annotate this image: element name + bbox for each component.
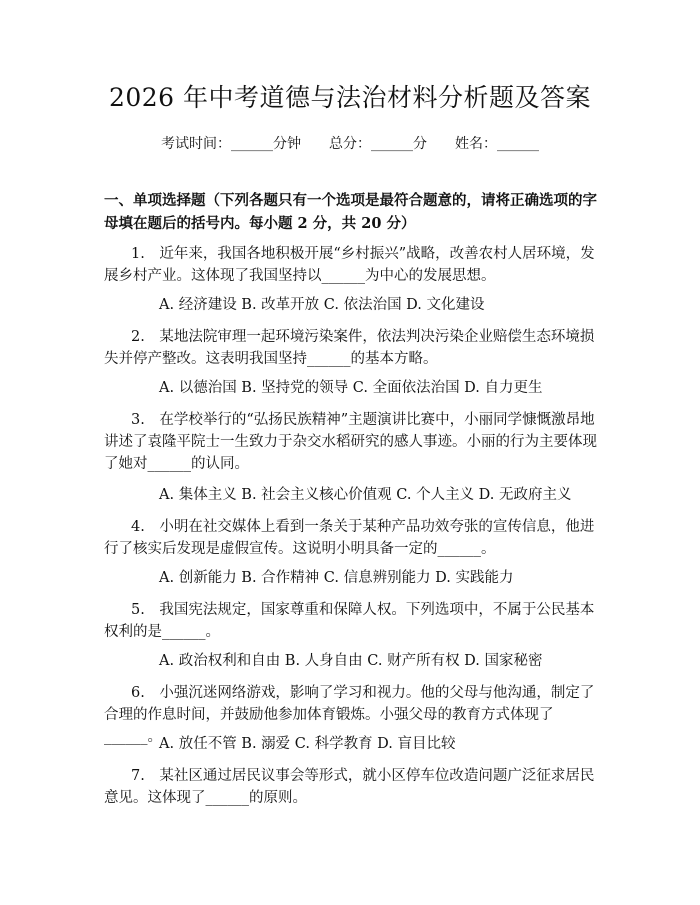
question-3: 3. 在学校举行的“弘扬民族精神”主题演讲比赛中，小丽同学慷慨激昂地讲述了袁隆平院士一生致力于杂交水稻研究的感人事迹。小丽的行为主要体现了她对______的认同。 (104, 412, 597, 472)
question-2-options: A. 以德治国 B. 坚持党的领导 C. 全面依法治国 D. 自力更生 (159, 380, 543, 396)
exam-time-field: 考试时间：______分钟 (161, 136, 301, 152)
question-1: 1. 近年来，我国各地积极开展“乡村振兴”战略，改善农村人居环境，发展乡村产业。这体现了我国坚持以______为中心的发展思想。 (104, 246, 595, 284)
question-6: 6. 小强沉迷网络游戏，影响了学习和视力。他的父母与他沟通，制定了合理的作息时间，并鼓励他参加体育锻炼。小强父母的教育方式体现了______。 (104, 685, 595, 745)
document-title: 2026 年中考道德与法治材料分析题及答案 (108, 83, 592, 112)
question-4-options: A. 创新能力 B. 合作精神 C. 信息辨别能力 D. 实践能力 (159, 570, 514, 586)
question-5: 5. 我国宪法规定，国家尊重和保障人权。下列选项中，不属于公民基本权利的是______。 (104, 602, 595, 640)
total-score-field: 总分：______分 (329, 136, 427, 152)
question-3-options: A. 集体主义 B. 社会主义核心价值观 C. 个人主义 D. 无政府主义 (159, 487, 572, 503)
section-heading: 一、单项选择题（下列各题只有一个选项是最符合题意的，请将正确选项的字母填在题后的括号内。每小题 2 分，共 20 分） (104, 192, 597, 232)
question-4: 4. 小明在社交媒体上看到一条关于某种产品功效夸张的宣传信息，他进行了核实后发现是虚假宣传。这说明小明具备一定的______。 (104, 519, 595, 557)
student-name-field: 姓名：______ (455, 136, 539, 152)
question-2: 2. 某地法院审理一起环境污染案件，依法判决污染企业赔偿生态环境损失并停产整改。这表明我国坚持______的基本方略。 (104, 329, 595, 367)
question-7: 7. 某社区通过居民议事会等形式，就小区停车位改造问题广泛征求居民意见。这体现了______的原则。 (104, 768, 595, 806)
question-1-options: A. 经济建设 B. 改革开放 C. 依法治国 D. 文化建设 (159, 297, 485, 313)
question-5-options: A. 政治权利和自由 B. 人身自由 C. 财产所有权 D. 国家秘密 (159, 653, 543, 669)
question-6-options: A. 放任不管 B. 溺爱 C. 科学教育 D. 盲目比较 (159, 736, 456, 752)
exam-info-line (0, 133, 700, 153)
